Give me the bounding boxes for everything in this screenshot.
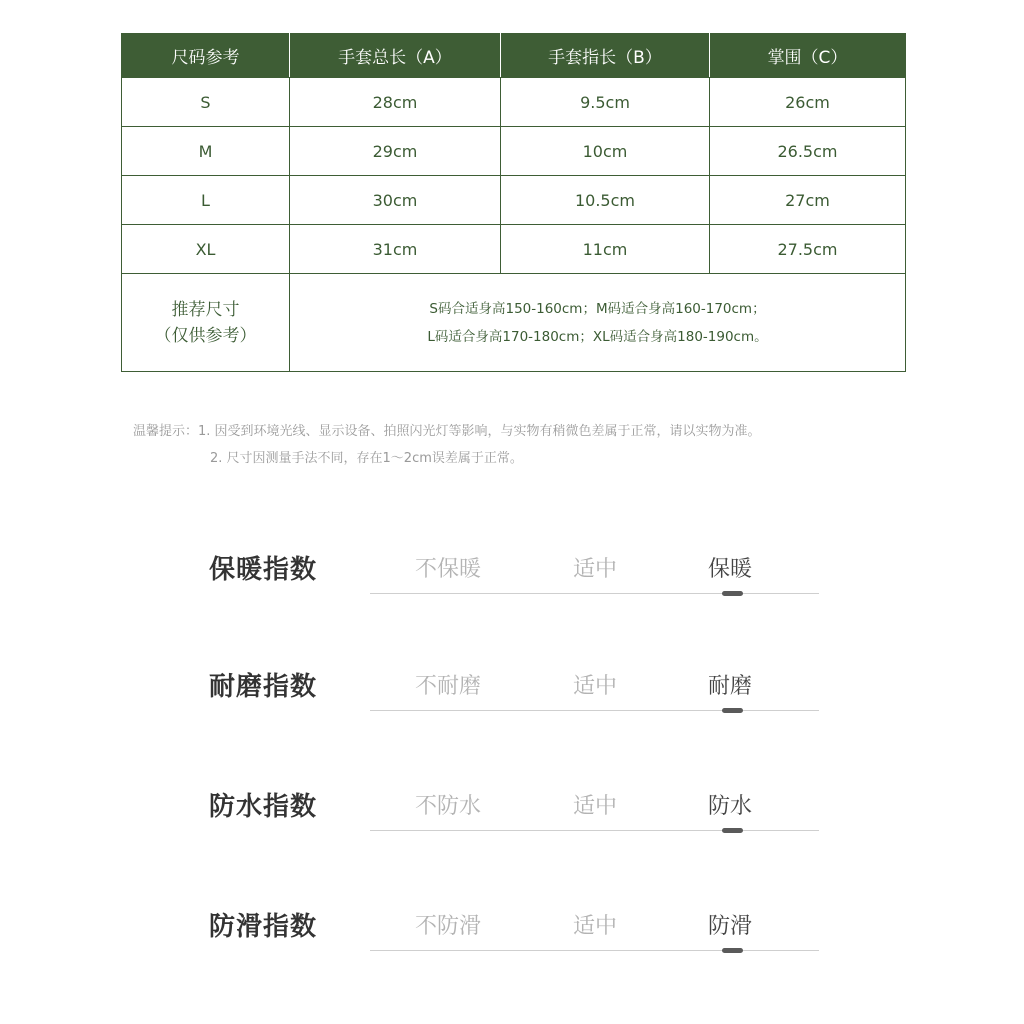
tips-note xyxy=(133,418,761,472)
cell-size: M xyxy=(122,127,290,176)
cell-total-length: 29cm xyxy=(290,127,501,176)
cell-finger-length: 11cm xyxy=(501,225,710,274)
index-option-low: 不防水 xyxy=(415,794,482,819)
size-chart-table xyxy=(121,33,906,372)
index-level-marker xyxy=(722,708,743,713)
cell-finger-length: 9.5cm xyxy=(501,78,710,127)
table-row xyxy=(122,127,906,176)
index-scale-line xyxy=(370,950,819,951)
tip-line-2: 2. 尺寸因测量手法不同，存在1～2cm误差属于正常。 xyxy=(210,451,523,466)
index-option-low: 不保暖 xyxy=(415,557,482,582)
table-row xyxy=(122,225,906,274)
index-title: 防滑指数 xyxy=(209,912,318,942)
cell-total-length: 28cm xyxy=(290,78,501,127)
cell-finger-length: 10.5cm xyxy=(501,176,710,225)
cell-size: S xyxy=(122,78,290,127)
index-option-high: 防水 xyxy=(708,794,753,819)
index-option-mid: 适中 xyxy=(573,674,618,699)
abrasion-index xyxy=(209,671,819,721)
header-size: 尺码参考 xyxy=(122,34,290,78)
header-total-length: 手套总长（A） xyxy=(290,34,501,78)
index-option-high: 防滑 xyxy=(708,914,753,939)
tip-line-1: 温馨提示：1. 因受到环境光线、显示设备、拍照闪光灯等影响，与实物有稍微色差属于正常，请以实物为准。 xyxy=(133,424,761,439)
antislip-index xyxy=(209,911,819,961)
recommend-text-line: L码适合身高170-180cm；XL码适合身高180-190cm。 xyxy=(427,328,768,345)
index-option-high: 保暖 xyxy=(708,557,753,582)
index-option-low: 不防滑 xyxy=(415,914,482,939)
cell-finger-length: 10cm xyxy=(501,127,710,176)
index-option-mid: 适中 xyxy=(573,794,618,819)
recommend-row xyxy=(122,274,906,372)
size-table-header-row xyxy=(122,34,906,78)
index-title: 防水指数 xyxy=(209,792,318,822)
index-scale-line xyxy=(370,830,819,831)
warmth-index xyxy=(209,554,819,604)
header-palm-circumference: 掌围（C） xyxy=(710,34,906,78)
cell-total-length: 31cm xyxy=(290,225,501,274)
index-level-marker xyxy=(722,591,743,596)
cell-palm: 27cm xyxy=(710,176,906,225)
index-title: 保暖指数 xyxy=(209,555,318,585)
recommend-label-cell xyxy=(122,274,290,372)
cell-total-length: 30cm xyxy=(290,176,501,225)
cell-size: XL xyxy=(122,225,290,274)
table-row xyxy=(122,78,906,127)
index-level-marker xyxy=(722,948,743,953)
index-level-marker xyxy=(722,828,743,833)
index-title: 耐磨指数 xyxy=(209,672,318,702)
recommend-text-cell xyxy=(290,274,906,372)
index-scale-line xyxy=(370,710,819,711)
table-row xyxy=(122,176,906,225)
cell-size: L xyxy=(122,176,290,225)
recommend-label-note: （仅供参考） xyxy=(154,325,257,346)
index-option-mid: 适中 xyxy=(573,557,618,582)
index-option-mid: 适中 xyxy=(573,914,618,939)
index-option-low: 不耐磨 xyxy=(415,674,482,699)
cell-palm: 27.5cm xyxy=(710,225,906,274)
waterproof-index xyxy=(209,791,819,841)
recommend-label: 推荐尺寸 xyxy=(171,299,240,320)
index-option-high: 耐磨 xyxy=(708,674,753,699)
cell-palm: 26.5cm xyxy=(710,127,906,176)
header-finger-length: 手套指长（B） xyxy=(501,34,710,78)
index-scale-line xyxy=(370,593,819,594)
recommend-text-line: S码合适身高150-160cm；M码适合身高160-170cm； xyxy=(429,300,766,317)
cell-palm: 26cm xyxy=(710,78,906,127)
